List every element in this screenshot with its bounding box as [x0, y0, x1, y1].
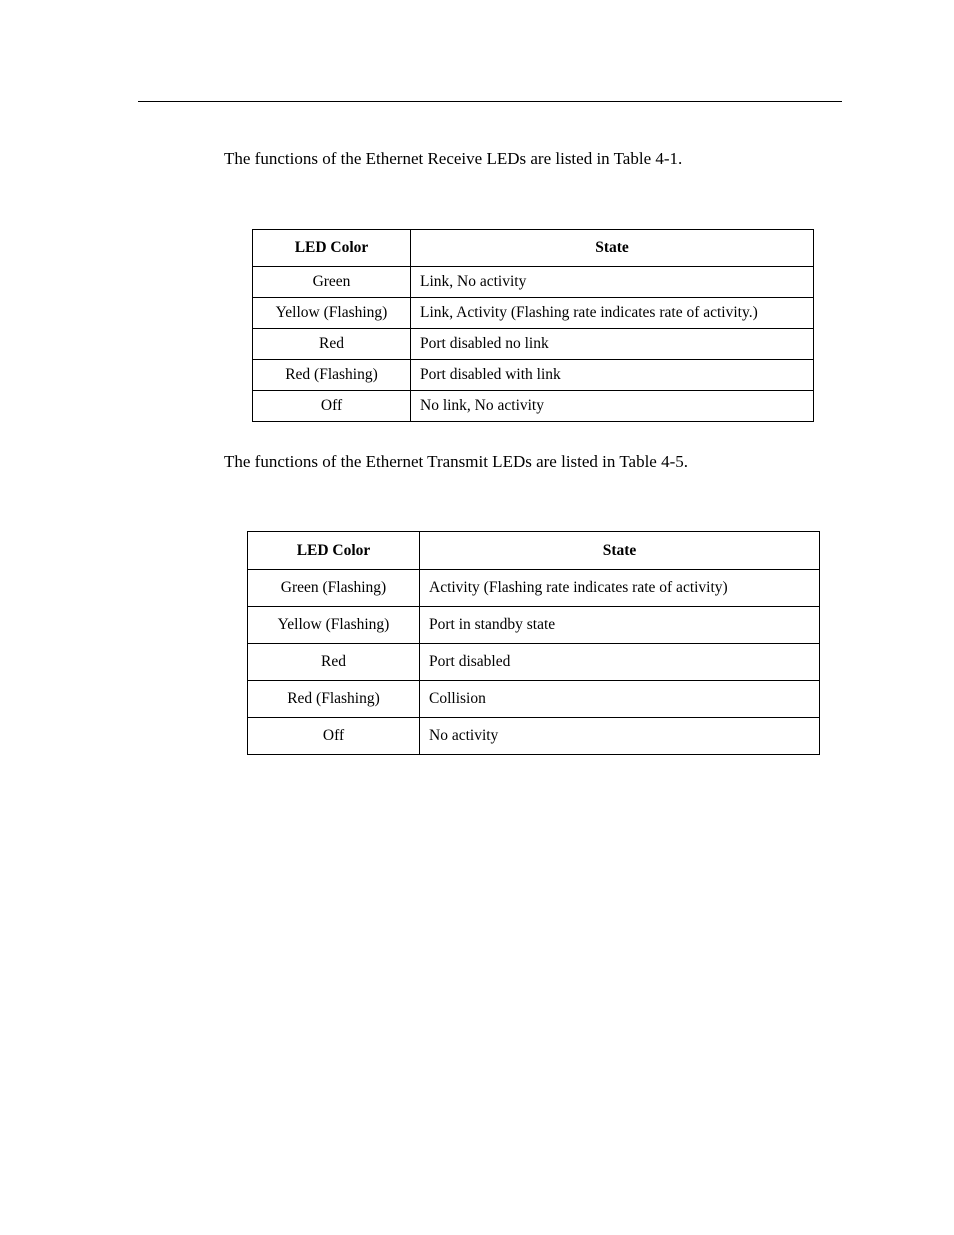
- state-cell: Port in standby state: [420, 607, 820, 644]
- table-row: [248, 644, 820, 681]
- state-cell: Port disabled: [420, 644, 820, 681]
- led-color-cell: Off: [248, 718, 420, 755]
- table-row: [248, 718, 820, 755]
- table-row: [253, 329, 814, 360]
- table-row: [248, 570, 820, 607]
- table-row: [248, 607, 820, 644]
- table-row: [253, 298, 814, 329]
- table-header-row: [253, 230, 814, 267]
- table-row: [253, 391, 814, 422]
- header-led-color: LED Color: [248, 532, 420, 570]
- state-cell: Collision: [420, 681, 820, 718]
- receive-intro-paragraph: The functions of the Ethernet Receive LEDs are listed in Table 4-1.: [224, 149, 683, 168]
- led-color-cell: Off: [253, 391, 411, 422]
- state-cell: No activity: [420, 718, 820, 755]
- led-color-cell: Green (Flashing): [248, 570, 420, 607]
- table-header-row: [248, 532, 820, 570]
- led-color-cell: Red: [248, 644, 420, 681]
- state-cell: Link, Activity (Flashing rate indicates rate of activity.): [411, 298, 814, 329]
- led-color-cell: Red: [253, 329, 411, 360]
- receive-led-table: [252, 229, 814, 422]
- led-color-cell: Yellow (Flashing): [248, 607, 420, 644]
- led-color-cell: Red (Flashing): [253, 360, 411, 391]
- state-cell: Link, No activity: [411, 267, 814, 298]
- transmit-led-table: [247, 531, 820, 755]
- led-color-cell: Yellow (Flashing): [253, 298, 411, 329]
- header-state: State: [411, 230, 814, 267]
- table-row: [253, 267, 814, 298]
- state-cell: Port disabled no link: [411, 329, 814, 360]
- led-color-cell: Red (Flashing): [248, 681, 420, 718]
- header-rule: [138, 101, 842, 102]
- header-led-color: LED Color: [253, 230, 411, 267]
- transmit-intro-paragraph: The functions of the Ethernet Transmit LEDs are listed in Table 4-5.: [224, 452, 689, 471]
- state-cell: Port disabled with link: [411, 360, 814, 391]
- table-row: [248, 681, 820, 718]
- led-color-cell: Green: [253, 267, 411, 298]
- table-row: [253, 360, 814, 391]
- state-cell: Activity (Flashing rate indicates rate of activity): [420, 570, 820, 607]
- state-cell: No link, No activity: [411, 391, 814, 422]
- header-state: State: [420, 532, 820, 570]
